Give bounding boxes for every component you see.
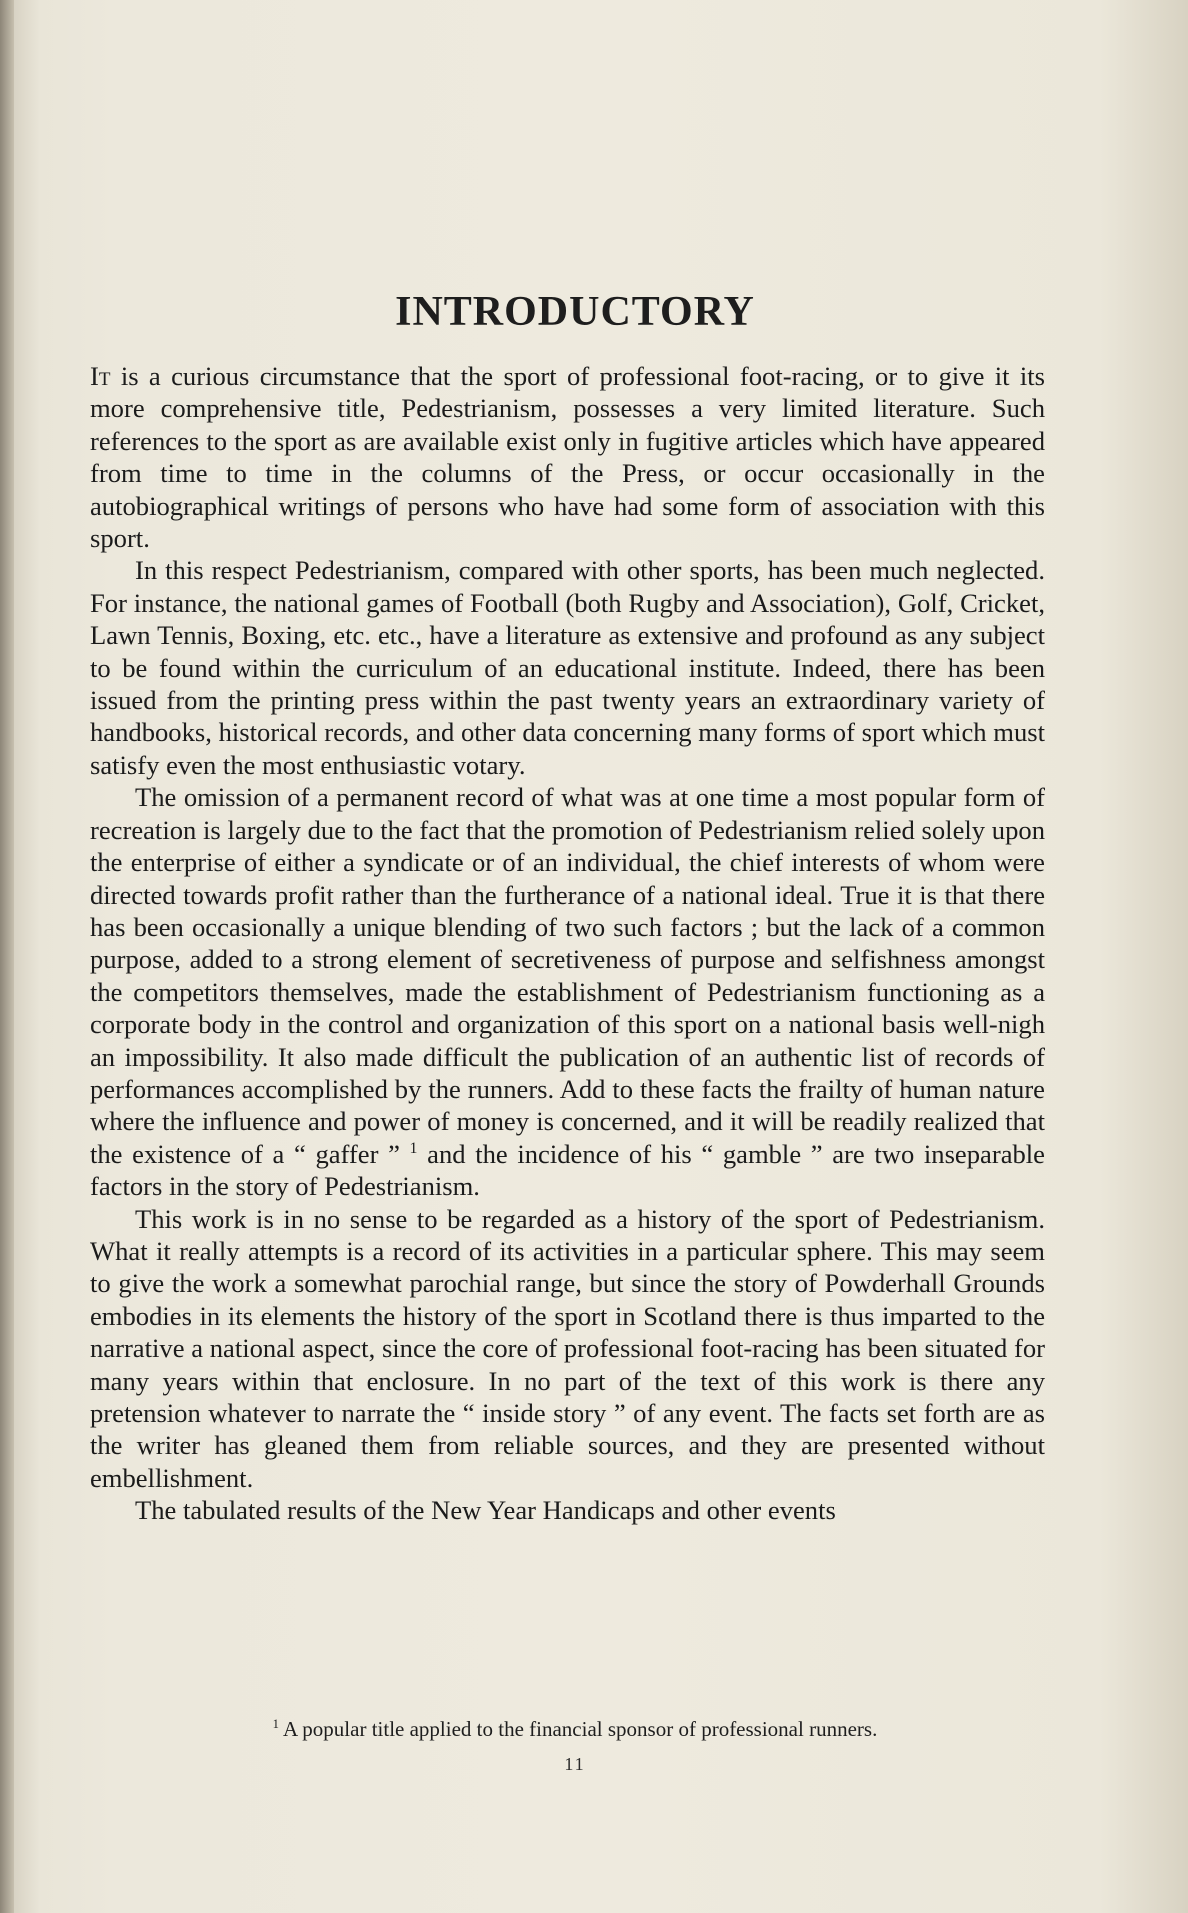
paragraph-4: This work is in no sense to be regarded as a history of the sport of Pedestrianism. What it really attempts is a record of its activities in a particular sphere. This may seem to give the work a somewhat parochial range, but since the story of Powderhall Grounds embodies in its elements the history of the sport in Scotland there is thus imparted to the narrative a national aspect, since the core of professional foot-racing has been situated for many years within that enclosure. In no part of the text of this work is there any pretension whatever to narrate the “ inside story ” of any event. The facts set forth are as the writer has gleaned them from reliable sources, and they are presented without embellishment. — [90, 1203, 1045, 1493]
paragraph-1-text: is a curious circumstance that the sport of professional foot-racing, or to give it its more comprehensive title, Pedestrianism, possesses a very limited literature. Such references to the sport as are available exist only in fugitive articles which have appeared from time to time in the columns of the Press, or occur occasionally in the autobiographical writings of persons who have had some form of association with this sport. — [90, 361, 1045, 554]
footnote-text: A popular title applied to the financial sponsor of professional runners. — [278, 1717, 878, 1741]
page-title: INTRODUCTORY — [395, 289, 755, 335]
body-text — [90, 360, 1045, 1527]
footnote-marker: 1 — [272, 1717, 279, 1731]
page-number: 11 — [564, 1754, 586, 1774]
paragraph-1 — [90, 360, 1045, 554]
footnote-reference: 1 — [409, 1139, 418, 1157]
paragraph-2: In this respect Pedestrianism, compared with other sports, has been much neglected. For instance, the national games of Football (both Rugby and Association), Golf, Cricket, Lawn Tennis, Boxing, etc. etc., have a literature as extensive and profound as any subject to be found within the curriculum of an educational institute. Indeed, there has been issued from the printing press within the past twenty years an extraordinary variety of handbooks, historical records, and other data concerning many forms of sport which must satisfy even the most enthusiastic votary. — [90, 555, 1045, 780]
paragraph-5: The tabulated results of the New Year Handicaps and other events — [135, 1495, 836, 1526]
paragraph-lead-word: It — [90, 361, 111, 391]
footnote — [0, 1717, 1150, 1742]
paragraph-3-text: The omission of a permanent record of what was at one time a most popular form of recreation is largely due to the fact that the promotion of Pedestrianism relied solely upon the enterprise of either a syndicate or of an individual, the chief interests of whom were directed towards profit rather than the furtherance of a national ideal. True it is that there has been occasionally a unique blending of two such factors ; but the lack of a common purpose, added to a strong element of secretiveness of purpose and selfishness amongst the competitors themselves, made the establishment of Pedestrianism functioning as a corporate body in the control and organization of this sport on a national basis well-nigh an impossibility. It also made difficult the publication of an authentic list of records of performances accomplished by the runners. Add to these facts the frailty of human nature where the influence and power of money is concerned, and it will be readily realized that the existence of a “ gaffer ” — [90, 782, 1045, 1169]
page-gutter-shadow — [0, 0, 14, 1913]
paragraph-3 — [90, 781, 1045, 1202]
paragraph-3-text-continued: and the incidence of his “ gamble ” are two inseparable factors in the story of Pedestrianism. — [90, 1138, 1045, 1202]
